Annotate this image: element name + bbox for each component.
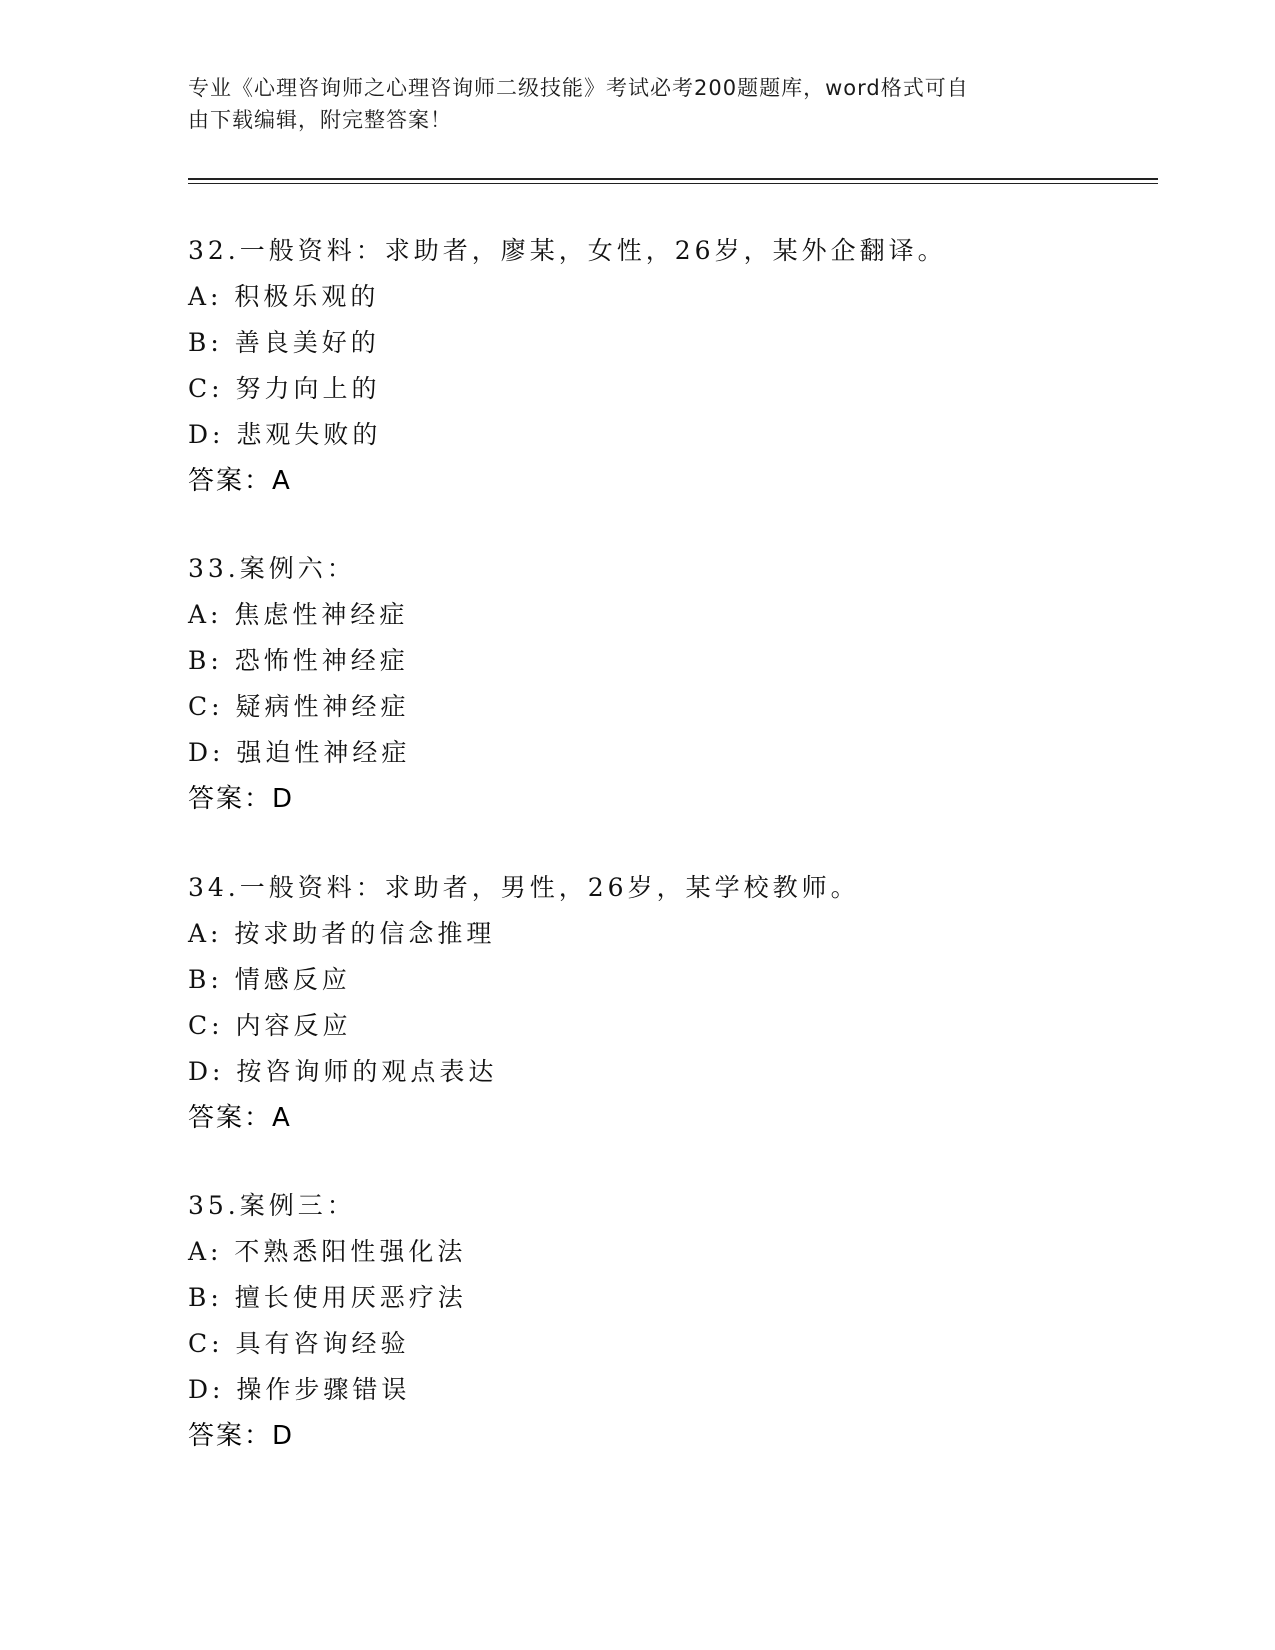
question-stem: 34.一般资料：求助者，男性，26岁，某学校教师。 (188, 873, 860, 902)
option-c: C: 努力向上的 (188, 374, 381, 403)
option-a: A: 不熟悉阳性强化法 (188, 1237, 467, 1266)
question-block-32 (188, 228, 1148, 504)
question-block-35 (188, 1183, 1148, 1459)
option-d: D: 按咨询师的观点表达 (188, 1057, 498, 1086)
option-b: B: 擅长使用厌恶疗法 (188, 1283, 467, 1312)
question-stem: 32.一般资料：求助者，廖某，女性，26岁，某外企翻译。 (188, 236, 947, 265)
question-block-34 (188, 865, 1148, 1141)
question-stem: 33.案例六： (188, 554, 356, 583)
document-header (188, 72, 1088, 136)
option-d: D: 操作步骤错误 (188, 1375, 411, 1404)
option-c: C: 内容反应 (188, 1011, 352, 1040)
option-d: D: 悲观失败的 (188, 420, 382, 449)
answer-line: 答案：A (188, 1103, 292, 1133)
option-a: A: 按求助者的信念推理 (188, 919, 496, 948)
header-divider-thin (188, 183, 1158, 184)
option-b: B: 善良美好的 (188, 328, 380, 357)
option-c: C: 疑病性神经症 (188, 692, 410, 721)
answer-line: 答案：D (188, 1421, 295, 1451)
option-c: C: 具有咨询经验 (188, 1329, 410, 1358)
answer-line: 答案：A (188, 466, 292, 496)
header-line-2: 由下载编辑，附完整答案！ (188, 108, 452, 132)
header-line-1: 专业《心理咨询师之心理咨询师二级技能》考试必考200题题库，word格式可自 (188, 76, 969, 100)
answer-line: 答案：D (188, 784, 295, 814)
question-stem: 35.案例三： (188, 1191, 356, 1220)
option-d: D: 强迫性神经症 (188, 738, 411, 767)
header-divider-thick (188, 178, 1158, 180)
option-b: B: 情感反应 (188, 965, 351, 994)
question-block-33 (188, 546, 1148, 822)
option-a: A: 积极乐观的 (188, 282, 380, 311)
option-a: A: 焦虑性神经症 (188, 600, 409, 629)
option-b: B: 恐怖性神经症 (188, 646, 409, 675)
